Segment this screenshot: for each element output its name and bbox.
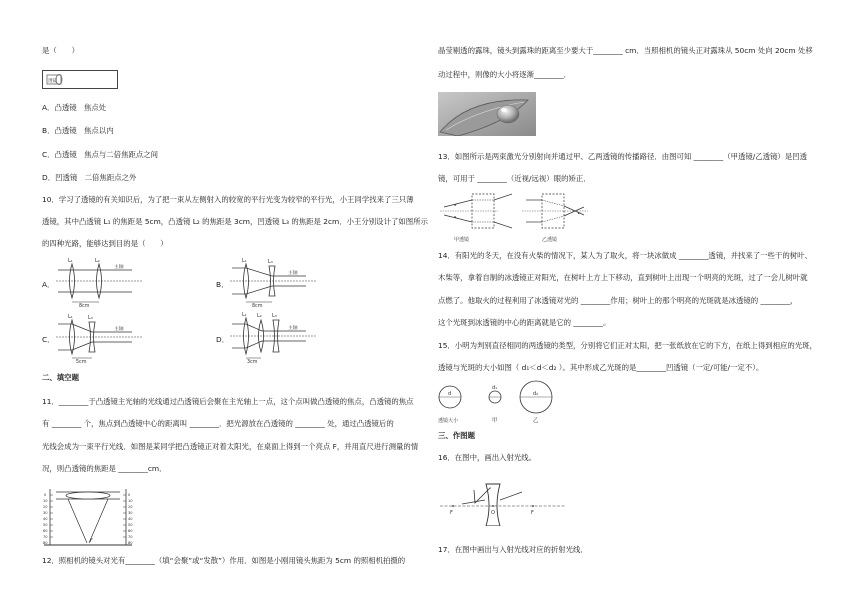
q16-o: O [491, 510, 495, 516]
q9-option-c: C．凸透镜 焦点与二倍焦距点之间 [42, 150, 159, 159]
q11-tick-7: 70 [43, 535, 48, 539]
q10-b-dist: 8cm [252, 304, 263, 308]
q10-figure-a [54, 256, 154, 308]
q10-figure-b [228, 256, 328, 308]
q11-tick-r2: 20 [128, 505, 133, 509]
q15-d-label: d [448, 391, 452, 397]
q14-line-3: 点燃了。他取火的过程利用了冰透镜对光的 ________作用；树叶上的那个明亮的光斑就是冰透镜的 ________， [438, 296, 798, 305]
q10-figure-d [228, 310, 328, 364]
q9-fig-label: 透镜 [48, 79, 57, 84]
q11-tick-1: 10 [43, 499, 48, 503]
q10-c-dist: 5cm [76, 360, 87, 364]
q9-figure [42, 70, 118, 89]
q13-label-b: 乙透镜 [542, 237, 558, 243]
q16-figure [438, 476, 568, 526]
q11-tick-2: 20 [43, 505, 48, 509]
q10-c-l1: L₁ [68, 314, 73, 320]
q9-option-a: A．凸透镜 焦点处 [42, 103, 107, 112]
q10-option-a-letter: A． [42, 280, 55, 289]
q11-tick-r0: 0 [128, 493, 131, 497]
q16-text: 16．在图中，画出入射光线。 [438, 453, 537, 462]
q12-line-3: 动过程中，则像的大小将逐渐________． [438, 70, 572, 79]
q12-line-start: 12．照相机的镜头对光有________（填“会聚”或“发散”）作用．如图是小刚用镜头焦距为 5cm 的照相机拍摄的 [42, 556, 406, 565]
dewdrop-photo [438, 92, 536, 136]
q10-line-1: 10．学习了透镜的有关知识后，为了把一束从左侧射入的较宽的平行光变为较窄的平行光，小王同学找来了三只薄 [42, 195, 414, 204]
q15-caption-2: 甲 [492, 418, 498, 424]
q10-d-l3: L₃ [272, 313, 277, 319]
q10-option-d-letter: D． [216, 335, 230, 344]
q15-caption-1: 透镜大小 [438, 418, 459, 424]
q10-option-b-letter: B． [216, 280, 229, 289]
q11-tick-r5: 50 [128, 523, 133, 527]
q14-line-2: 木柴等，拿着自制的冰透镜正对阳光，在树叶上方上下移动，直到树叶上出现一个明亮的光斑，过了一会儿树叶就 [438, 273, 808, 282]
q10-line-3: 的四种光路，能够达到目的是（ ） [42, 239, 168, 248]
q11-line-4: 况，则凸透镜的焦距是 ________cm． [42, 464, 167, 473]
q11-tick-6: 60 [43, 529, 48, 533]
q10-line-2: 透镜，其中凸透镜 L₁ 的焦距是 5cm，凸透镜 L₂ 的焦距是 3cm，凹透镜 L₃ 的焦距是 2cm．小王分别设计了如图所示 [42, 217, 428, 226]
q11-tick-4: 40 [43, 517, 48, 521]
q10-d-l2: L₂ [257, 313, 262, 319]
q11-tick-r7: 70 [128, 535, 133, 539]
q13-figure [438, 186, 598, 244]
q11-tick-0: 0 [44, 493, 47, 497]
q11-line-2: 有 ________ 个，焦点到凸透镜中心的距离叫 ________．把光源放在凸透镜的 ________ 处，通过凸透镜后的 [42, 419, 394, 428]
q11-tick-r8: 80 [128, 541, 133, 545]
q17-text: 17．在图中画出与入射光线对应的折射光线． [438, 545, 588, 554]
q13-line-1: 13．如图所示是两束激光分别射向并通过甲、乙两透镜的传播路径．由图可知 ________（甲透镜/乙透镜）是凹透 [438, 152, 807, 161]
q9-option-b: B．凸透镜 焦点以内 [42, 126, 114, 135]
q11-focus-label: F [90, 538, 93, 544]
q15-figure [438, 377, 558, 425]
q14-line-4: 这个光斑到冰透镜的中心的距离就是它的 ________。 [438, 318, 611, 327]
q11-tick-3: 30 [43, 511, 48, 515]
q11-tick-r3: 30 [128, 511, 133, 515]
q13-line-2: 镜，可用于 ________（近视/远视）眼的矫正． [438, 174, 591, 183]
q11-figure [42, 485, 134, 549]
q15-d1-label: d₁ [492, 385, 498, 391]
q10-b-l1: L₁ [242, 258, 247, 264]
q9-tail: 是（ ） [42, 46, 79, 55]
q11-line-1: 11．________于凸透镜主光轴的光线通过凸透镜后会聚在主光轴上一点，这个点叫做凸透镜的焦点，凸透镜的焦点 [42, 397, 414, 406]
q10-d-axis: 主轴 [288, 326, 298, 331]
q10-d-l1: L₁ [242, 312, 247, 318]
q11-tick-r6: 60 [128, 529, 133, 533]
q11-tick-5: 50 [43, 523, 48, 527]
q11-tick-r1: 10 [128, 499, 133, 503]
q10-figure-c [54, 312, 154, 364]
section-2-heading: 二、填空题 [42, 373, 79, 382]
q10-d-dist: 3cm [247, 360, 258, 364]
q10-c-l3: L₃ [88, 315, 93, 321]
q15-caption-3: 乙 [533, 418, 539, 424]
q13-label-a: 甲透镜 [454, 237, 470, 243]
q11-line-3: 光线会成为一束平行光线．如图是某同学把凸透镜正对着太阳光，在桌面上得到一个亮点 F，并用直尺进行测量的情 [42, 442, 419, 451]
q16-f-left: F [450, 510, 453, 516]
q15-d2-label: d₂ [533, 391, 539, 397]
q16-f-right: F [531, 510, 534, 516]
section-3-heading: 三、作图题 [438, 431, 475, 440]
q11-tick-r4: 40 [128, 517, 133, 521]
q11-tick-8: 80 [43, 541, 48, 545]
q12-line-2: 晶莹剔透的露珠，镜头到露珠的距离至少要大于________ cm．当照相机的镜头正对露珠从 50cm 处向 20cm 处移 [438, 46, 813, 55]
q9-option-d: D．凹透镜 二倍焦距点之外 [42, 173, 137, 182]
q10-a-l1: L₁ [68, 258, 73, 264]
q10-a-dist: 8cm [79, 304, 90, 308]
q10-b-l3: L₃ [268, 259, 273, 265]
q14-line-1: 14．有阳光的冬天，在没有火柴的情况下，某人为了取火，将一块冰做成 ________透镜，并找来了一些干的树叶、 [438, 251, 812, 260]
q10-c-axis: 主轴 [114, 327, 124, 332]
q10-option-c-letter: C． [42, 335, 55, 344]
q15-line-2: 透镜与光斑的大小如图（ d₁＜d＜d₂ ）。其中形成乙光斑的是________凹透镜（一定/可能/一定不）。 [438, 363, 764, 372]
q10-a-axis: 主轴 [114, 265, 124, 270]
q15-line-1: 15．小明为判别直径相同的两透镜的类型，分别将它们正对太阳，把一张纸放在它的下方，在纸上得到相应的光斑， [438, 341, 817, 350]
q10-a-l2: L₂ [95, 258, 100, 264]
q10-b-axis: 主轴 [288, 271, 298, 276]
